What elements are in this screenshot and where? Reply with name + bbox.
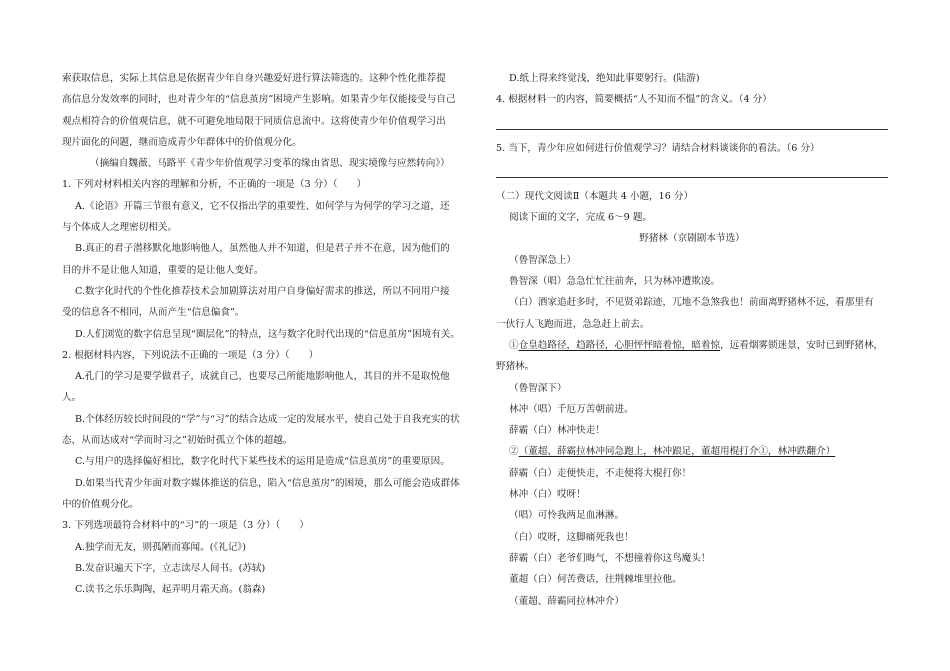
script-line: 薛霸（白）走便快走，不走便将大棍打你！ [509,467,692,479]
q1-option-a-cont: 与个体成人之理密切相关。 [62,222,178,234]
script-line: 薛霸（白）林冲快走！ [509,425,605,437]
intro-line: 索获取信息，实际上其信息是依据青少年自身兴趣爱好进行算法筛选的。这种个性化推荐提 [62,73,446,84]
right-column [496,68,888,612]
q2-option-d: D.如果当代青少年面对数字媒体推送的信息，陷入“信息茧房”的困境，那么可能会造成群体 [75,477,460,489]
q3-option-d: D.纸上得来终觉浅，绝知此事要躬行。(陆游) [509,73,700,84]
question-4-stem: 4. 根据材料一的内容，简要概括“人不知而不愠”的含义。（4 分） [496,94,772,106]
script-line-marked [496,441,888,462]
script-line: 林冲（唱）千厄万苦朝前进。 [509,403,634,415]
q2-option-b: B.个体经历较长时间段的“学”与“习”的结合达成一定的发展水平，使自己处于自我充实的状 [75,413,460,425]
q1-option-c-cont: 受的信息各不相同，从而产生“信息偏食”。 [62,307,245,319]
question-5-stem: 5. 当下，青少年应如何进行价值观学习？请结合材料谈谈你的看法。（6 分） [496,142,820,154]
q2-option-c: C.与用户的选择偏好相比，数字化时代下某些技术的运用是造成“信息茧房”的重要原因。 [75,456,450,468]
circled-number-2: ② [509,446,519,458]
play-title: 野猪林（京剧剧本节选） [639,233,745,245]
script-line: 林冲（白）哎呀！ [509,489,586,501]
answer-line-q5 [496,163,888,178]
script-line: （董超、薛霸同拉林冲介） [509,595,625,607]
q3-option-a: A.独学而无友，则孤陋而寡闻。(《礼记》) [75,541,246,553]
left-column [62,68,460,600]
circled-number-1: ① [509,339,519,351]
script-line-cont: 一伙行人飞跑而进，急急赶上前去。 [496,318,650,330]
intro-line: 观点相符合的价值观信息，就不可避免地局限于同质信息流中。这将使青少年价值观学习出 [62,115,446,127]
q1-option-a: A.《论语》开篇三节很有意义，它不仅指出学的重要性、如何学与为何学的学习之道，还 [75,200,450,212]
source-citation: （摘编自魏薇、马路平《青少年价值观学习变革的缘由省思、现实境像与应然转向》） [90,158,450,170]
script-line: （鲁智深急上） [509,254,577,266]
section-heading: （二）现代文阅读Ⅱ（本题共 4 小题，16 分） [496,190,694,202]
intro-line: 高信息分发效率的同时，也对青少年的“信息茧房”困境产生影响。如果青少年仅能接受与自己 [62,94,456,106]
answer-line-q4 [496,115,888,130]
q2-option-b-cont: 态，从而达成对“学而时习之”初始时孤立个体的超越。 [62,435,293,447]
underlined-passage: （董超、薛霸拉林冲同急跑上，林冲踉足，董超用棍打介①，林冲跌翻介） [518,446,836,458]
q2-option-d-cont: 中的价值观分化。 [62,498,139,510]
q1-option-b-cont: 目的并不是让他人知道，重要的是让他人变好。 [62,264,264,276]
q1-option-c: C.数字化时代的个性化推荐技术会加剧算法对用户自身偏好需求的推送，所以不同用户接 [75,285,450,297]
intro-line: 现片面化的问题，继而造成青少年群体中的价值观分化。 [62,136,302,148]
q3-option-c: C.读书之乐乐陶陶，起弄明月霜天高。(翁森) [75,584,266,596]
script-line: （白）哎呀，这脚痛死我也！ [509,531,634,543]
q1-option-d: D.人们浏览的数字信息呈现“圈层化”的特点，这与数字化时代出现的“信息茧房”困境有关。 [75,328,460,340]
reading-instruction: 阅读下面的文字，完成 6～9 题。 [509,212,653,224]
script-line: 董超（白）何苦费话，往荆棘堆里拉他。 [509,574,682,586]
q2-option-a-cont: 人。 [62,392,82,404]
script-line: 鲁智深（唱）急急忙忙往前奔，只为林冲遭欺凌。 [509,276,721,288]
script-text: ，远看烟雾锁迷景，安时已到野猪林， [720,339,884,351]
script-line: 薛霸（白）老爷们晦气，不想撞着你这鸟魔头！ [509,552,711,564]
script-line: （鲁智深下） [509,382,567,394]
q3-option-b: B.发奋识遍天下字，立志读尽人间书。(苏轼) [75,562,266,574]
script-line: （唱）可怜我两足血淋淋。 [509,510,625,522]
script-line-cont: 野猪林。 [496,361,535,373]
question-1-stem: 1. 下列对材料相关内容的理解和分析，不正确的一项是（3 分）（ ） [62,179,367,191]
script-line-marked [496,335,888,356]
question-2-stem: 2. 根据材料内容，下列说法不正确的一项是（3 分）（ ） [62,349,319,361]
script-line: （白）洒家追赶多时，不见贤弟踪迹，兀地不急煞我也！前面离野猪林不远，看那里有 [509,297,874,309]
q2-option-a: A.孔门的学习是要学做君子，成就自己，也要尽己所能地影响他人，其目的并不是取悦他 [75,371,450,383]
underlined-passage: 仓皇趋路径，趋路径，心胆怦怦暗着惊，暗着惊 [518,339,721,351]
q1-option-b: B.真正的君子潜移默化地影响他人，虽然他人并不知道，但是君子并不在意，因为他们的 [75,243,450,255]
question-3-stem: 3. 下列选项最符合材料中的“习”的一项是（3 分）（ ） [62,520,310,532]
